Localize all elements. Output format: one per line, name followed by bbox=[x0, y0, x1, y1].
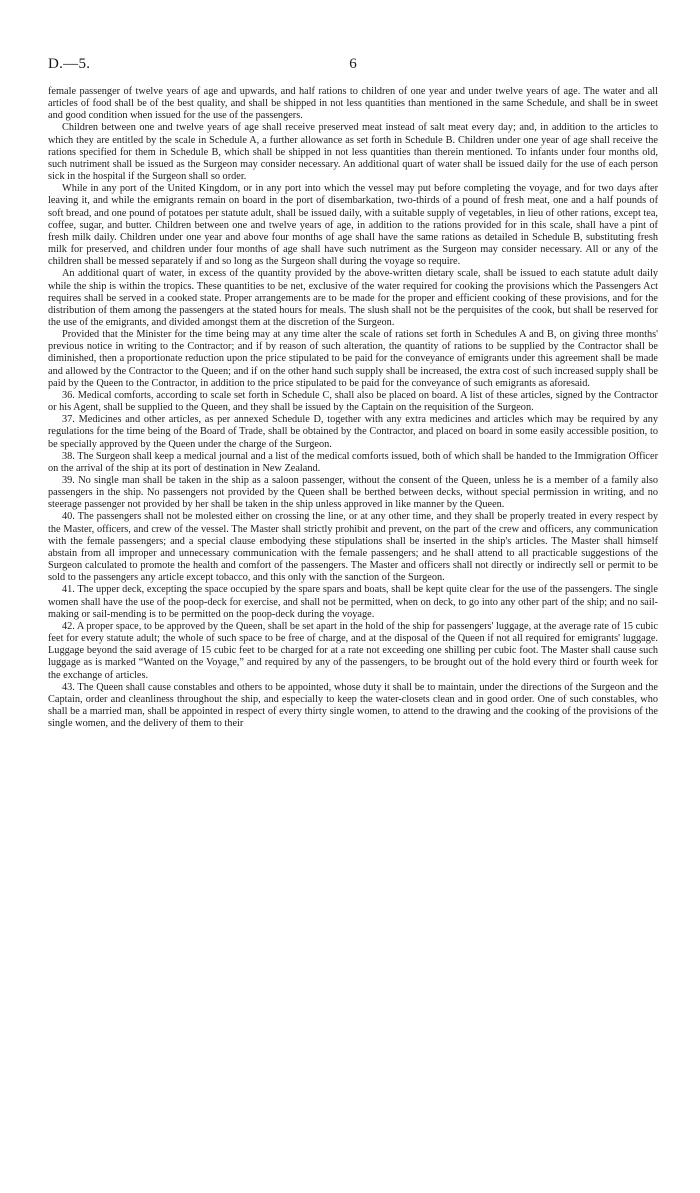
clause-41: 41. The upper deck, excepting the space occupied by the spare spars and boats, shall be kept quite clear for the use of the passengers. The single women shall have the use of the poop-deck for exercise, and shall not be permitted, when on deck, to go into any other part of the ship; and no sail-making or sail-mending is to be permitted on the poop-deck during the voyage. bbox=[48, 584, 658, 620]
paragraph: While in any port of the United Kingdom, or in any port into which the vessel may put before completing the voyage, and for two days after leaving it, and while the emigrants remain on board in the port of disembarkation, two-thirds of a pound of fresh meat, one and a half pounds of soft bread, and one pound of potatoes per statute adult, shall be issued daily, with a suitable supply of vegetables, in lieu of other rations, except tea, coffee, sugar, and butter. Children between one and twelve years of age, in addition to the rations provided for in this scale, shall have a pint of fresh milk daily. Children under one year and above four months of age shall have the same rations as detailed in Schedule B, substituting fresh milk for preserved, and children under four months of age shall have such nutriment as the Surgeon may consider necessary. All or any of the children shall be messed separately if and so long as the Surgeon shall during the voyage so require. bbox=[48, 183, 658, 268]
body-text bbox=[48, 86, 658, 730]
paragraph: Provided that the Minister for the time being may at any time alter the scale of rations set forth in Schedules A and B, on giving three months' previous notice in writing to the Contractor; and if by reason of such alteration, the quantity of rations to be supplied by the Contractor shall be diminished, then a proportionate reduction upon the price stipulated to be paid for the conveyance of emigrants under this agreement shall be made and allowed by the Contractor to the Queen; and if on the other hand such supply shall be increased, the extra cost of such increased supply shall be paid by the Queen to the Contractor, in addition to the price stipulated to be paid for the conveyance of such emigrants as aforesaid. bbox=[48, 329, 658, 389]
paragraph: An additional quart of water, in excess of the quantity provided by the above-written dietary scale, shall be issued to each statute adult daily while the ship is within the tropics. These quantities to be net, exclusive of the water required for cooking the provisions which the Passengers Act requires shall be served in a cooked state. Proper arrangements are to be made for the proper and efficient cooking of these provisions, and for the distribution of them among the passengers at the stated hours for meals. The slush shall not be the perquisites of the cook, but shall be reserved for the use of the emigrants, and divided amongst them at the discretion of the Surgeon. bbox=[48, 268, 658, 328]
clause-39: 39. No single man shall be taken in the ship as a saloon passenger, without the consent of the Queen, unless he is a member of a family also passengers in the ship. No passengers not provided by the Queen shall be berthed between decks, without special permission in writing, and no steerage passenger not provided by her shall be taken in the ship unless approved in like manner by the Queen. bbox=[48, 475, 658, 511]
clause-38: 38. The Surgeon shall keep a medical journal and a list of the medical comforts issued, both of which shall be handed to the Immigration Officer on the arrival of the ship at its port of destination in New Zealand. bbox=[48, 450, 658, 474]
page-header bbox=[48, 56, 658, 82]
clause-37: 37. Medicines and other articles, as per annexed Schedule D, together with any extra medicines and articles which may be required by any regulations for the time being of the Board of Trade, shall be obtained by the Contractor, and placed on board in some easily accessible position, to be specially approved by the Queen under the charge of the Surgeon. bbox=[48, 414, 658, 450]
clause-40: 40. The passengers shall not be molested either on crossing the line, or at any other time, and they shall be properly treated in every respect by the Master, officers, and crew of the vessel. The Master shall strictly prohibit and prevent, on the part of the crew and officers, any communication with the female passengers; and a special clause embodying these stipulations shall be inserted in the ship's articles. The Master shall himself abstain from all improper and unnecessary communication with the female passengers; and he shall attend to all practicable suggestions of the Surgeon calculated to promote the health and comfort of the passengers. The Master and officers shall not directly or indirectly sell or permit to be sold to the passengers any article except tobacco, and this only with the sanction of the Surgeon. bbox=[48, 511, 658, 584]
clause-42: 42. A proper space, to be approved by the Queen, shall be set apart in the hold of the ship for passengers' luggage, at the average rate of 15 cubic feet for every statute adult; the whole of such space to be free of charge, and at the disposal of the Queen if not all required for emigrants' luggage. Luggage beyond the said average of 15 cubic feet to be charged for at a rate not exceeding one shilling per cubic foot. The Master shall cause such luggage as is marked “Wanted on the Voyage,” and required by any of the passengers, to be brought out of the hold every third or fourth week for the exchange of articles. bbox=[48, 620, 658, 681]
page-number: 6 bbox=[349, 56, 357, 72]
paragraph: Children between one and twelve years of age shall receive preserved meat instead of salt meat every day; and, in addition to the articles to which they are entitled by the scale in Schedule A, a further allowance as set forth in Schedule B. Children under one year of age shall receive the rations specified for them in Schedule B, which shall be shipped in not less quantities than therein mentioned. To infants under four months old, such nutriment shall be issued as the Surgeon may consider necessary. An additional quart of water shall be issued daily for the use of each person sick in the hospital if the Surgeon shall so order. bbox=[48, 122, 658, 183]
clause-36: 36. Medical comforts, according to scale set forth in Schedule C, shall also be placed on board. A list of these articles, signed by the Contractor or his Agent, shall be supplied to the Queen, and they shall be issued by the Captain on the requisition of the Surgeon. bbox=[48, 389, 658, 414]
clause-43: 43. The Queen shall cause constables and others to be appointed, whose duty it shall be to maintain, under the directions of the Surgeon and the Captain, order and cleanliness throughout the ship, and especially to keep the water-closets clean and in good order. One of such constables, who shall be a married man, shall be appointed in respect of every thirty single women, to attend to the drawing and the cooking of the provisions of the single women, and the delivery of them to their bbox=[48, 681, 658, 730]
document-reference: D.—5. bbox=[48, 56, 91, 72]
paragraph: female passenger of twelve years of age and upwards, and half rations to children of one year and under twelve years of age. The water and all articles of food shall be of the best quality, and shall be shipped in not less quantities than mentioned in the same Schedule, and shall be in sweet and good condition when issued for the use of the passengers. bbox=[48, 86, 658, 122]
